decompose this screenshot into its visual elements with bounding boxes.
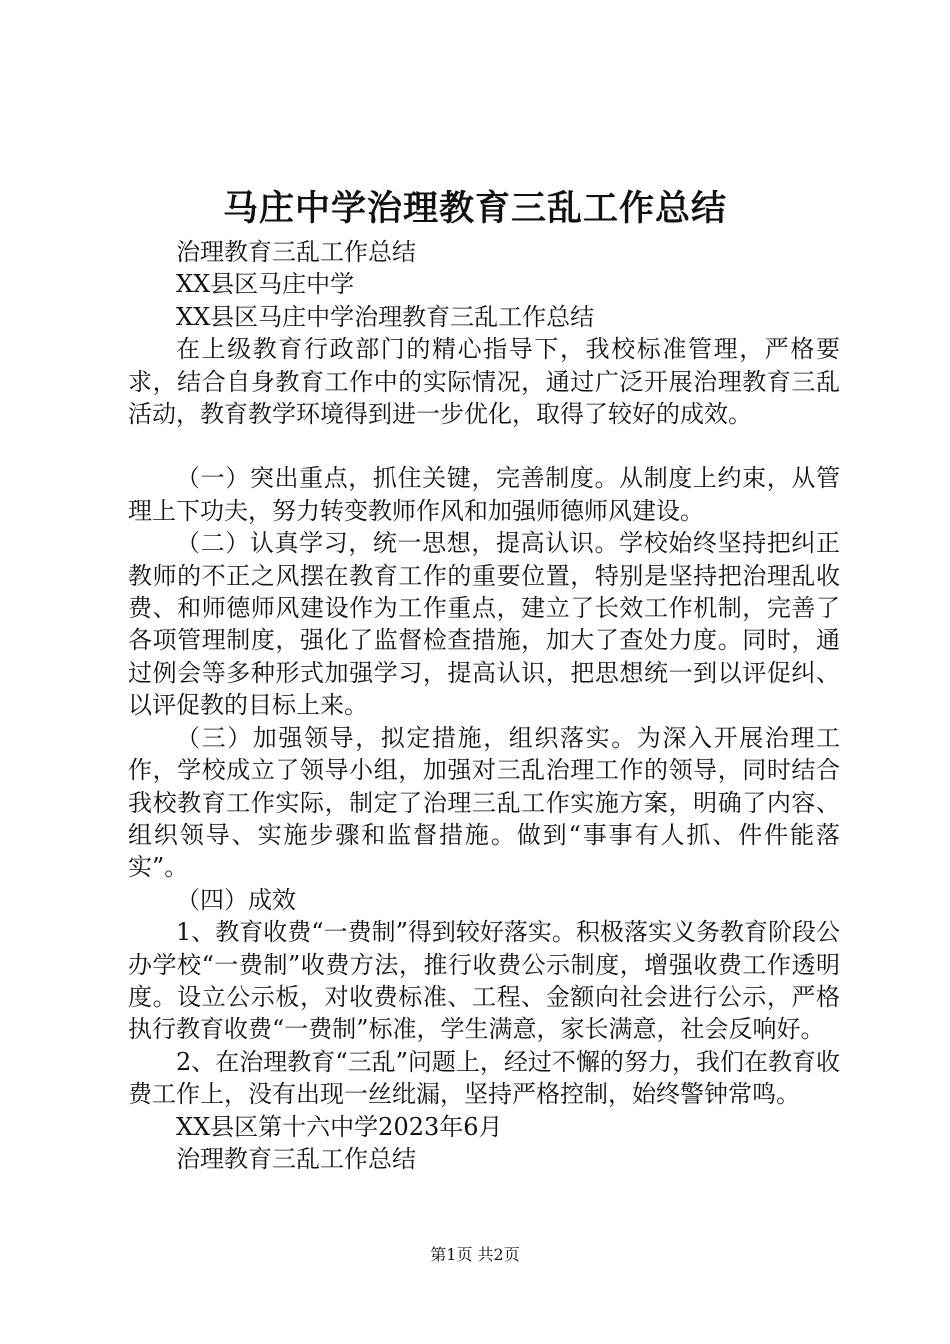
page-footer: 第1页 共2页: [430, 1245, 520, 1264]
document-body: [128, 236, 840, 1175]
paragraph: XX县区马庄中学治理教育三乱工作总结: [176, 302, 595, 331]
paragraph: 1、教育收费“一费制”得到较好落实。积极落实义务教育阶段公办学校“一费制”收费方法，推行收费公示制度，增强收费工作透明度。设立公示板，对收费标准、工程、金额向社会进行公示，严格执行教育收费“一费制”标准，学生满意，家长满意，社会反响好。: [128, 918, 840, 1044]
paragraph: 在上级教育行政部门的精心指导下，我校标准管理，严格要求，结合自身教育工作中的实际情况，通过广泛开展治理教育三乱活动，教育教学环境得到进一步优化，取得了较好的成效。: [128, 335, 840, 429]
paragraph: 治理教育三乱工作总结: [176, 1144, 416, 1173]
paragraph: 治理教育三乱工作总结: [176, 238, 416, 266]
paragraph: （四）成效: [176, 885, 296, 914]
paragraph: （三）加强领导，拟定措施，组织落实。为深入开展治理工作，学校成立了领导小组，加强对三乱治理工作的领导，同时结合我校教育工作实际，制定了治理三乱工作实施方案，明确了内容、组织领导、实施步骤和监督措施。做到“事事有人抓、件件能落实”。: [128, 723, 840, 882]
paragraph: XX县区马庄中学: [176, 270, 355, 299]
paragraph: XX县区第十六中学2023年6月: [176, 1112, 503, 1141]
paragraph: 2、在治理教育“三乱”问题上，经过不懈的努力，我们在教育收费工作上，没有出现一丝纰漏，坚持严格控制，始终警钟常鸣。: [128, 1047, 840, 1109]
document-title: 马庄中学治理教育三乱工作总结: [222, 188, 727, 229]
paragraph: （二）认真学习，统一思想，提高认识。学校始终坚持把纠正教师的不正之风摆在教育工作的重要位置，特别是坚持把治理乱收费、和师德师风建设作为工作重点，建立了长效工作机制，完善了各项管理制度，强化了监督检查措施，加大了查处力度。同时，通过例会等多种形式加强学习，提高认识，把思想统一到以评促纠、以评促教的目标上来。: [128, 529, 840, 720]
paragraph: （一）突出重点，抓住关键，完善制度。从制度上约束，从管理上下功夫，努力转变教师作风和加强师德师风建设。: [128, 464, 840, 525]
